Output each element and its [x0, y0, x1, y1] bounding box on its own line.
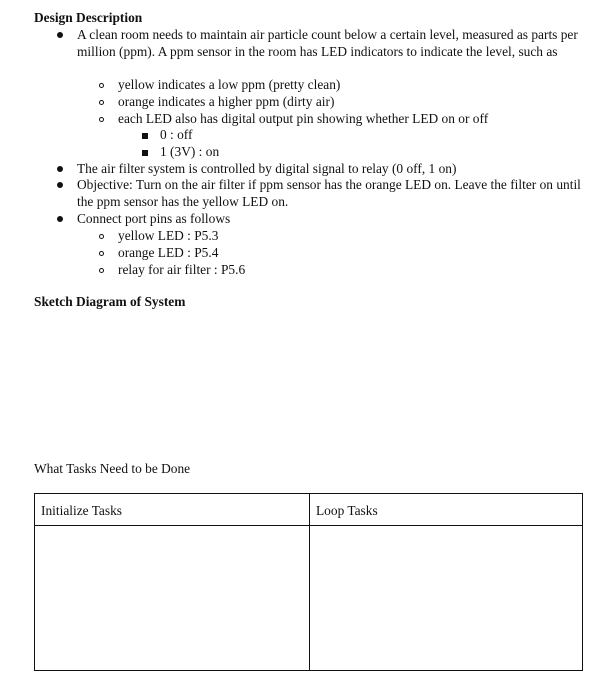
sub-bullet-digital-output: each LED also has digital output pin showing whether LED on or off: [118, 111, 489, 126]
bullet-circle: [99, 251, 104, 256]
bullet-circle: [99, 234, 104, 239]
design-bullet-1: A clean room needs to maintain air particle count below a certain level, measured as parts per million (ppm). A ppm sensor in the room has LED indicators to indicate the level, such as: [77, 27, 578, 59]
sub-bullet-orange: orange indicates a higher ppm (dirty air): [118, 94, 335, 109]
bullet-circle: [99, 100, 104, 105]
tasks-heading: What Tasks Need to be Done: [34, 461, 191, 476]
bullet-dot: [57, 166, 63, 172]
table-header-initialize: Initialize Tasks: [41, 503, 122, 518]
bullet-circle: [99, 83, 104, 88]
subsub-bullet-on: 1 (3V) : on: [160, 144, 220, 159]
loop-tasks-cell[interactable]: [310, 526, 582, 670]
bullet-square: [142, 133, 148, 139]
bullet-dot: [57, 32, 63, 38]
port-orange-led: orange LED : P5.4: [118, 245, 219, 260]
sketch-heading: Sketch Diagram of System: [34, 294, 186, 309]
design-bullet-4: Connect port pins as follows: [77, 211, 231, 226]
sub-bullet-yellow: yellow indicates a low ppm (pretty clean): [118, 77, 341, 92]
bullet-square: [142, 150, 148, 156]
bullet-dot: [57, 182, 63, 188]
design-bullet-2: The air filter system is controlled by digital signal to relay (0 off, 1 on): [77, 161, 457, 176]
port-yellow-led: yellow LED : P5.3: [118, 228, 219, 243]
bullet-circle: [99, 117, 104, 122]
bullet-circle: [99, 268, 104, 273]
initialize-tasks-cell[interactable]: [35, 526, 309, 670]
design-description-heading: Design Description: [34, 10, 143, 25]
design-bullet-3: Objective: Turn on the air filter if ppm sensor has the orange LED on. Leave the filter on until the ppm sensor has the yellow LED on.: [77, 177, 581, 209]
tasks-table: [34, 493, 583, 671]
port-relay: relay for air filter : P5.6: [118, 262, 246, 277]
bullet-dot: [57, 216, 63, 222]
table-header-loop: Loop Tasks: [316, 503, 378, 518]
subsub-bullet-off: 0 : off: [160, 127, 193, 142]
